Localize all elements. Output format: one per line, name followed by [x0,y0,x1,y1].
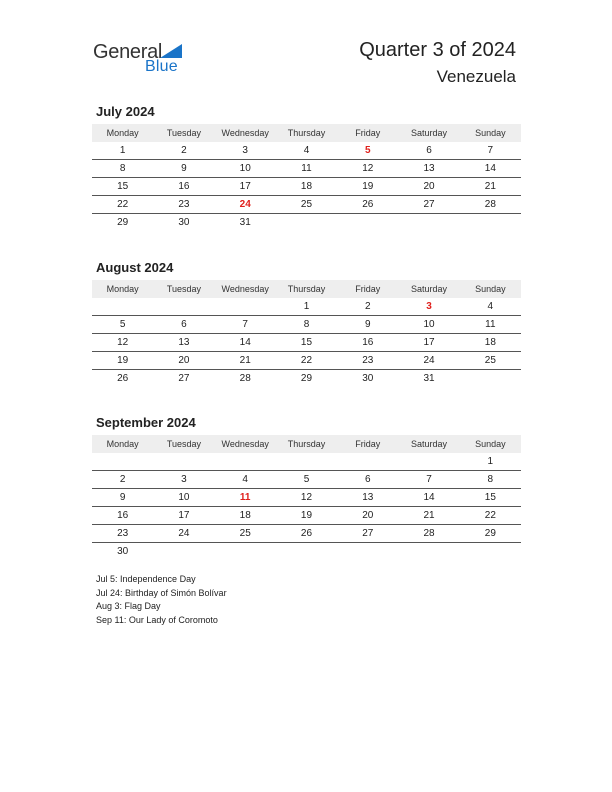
day-cell: 24 [178,528,190,539]
week-row [92,352,521,370]
day-cell: 10 [423,319,435,330]
day-cell: 4 [487,301,494,312]
day-cell: 25 [484,355,496,366]
day-cell: 22 [300,355,313,366]
day-cell: 14 [484,163,496,174]
weekday-label: Saturday [411,439,448,449]
day-cell: 9 [119,492,126,503]
logo-general-text: General [93,41,163,63]
week-row [92,160,521,178]
month-august [92,259,521,387]
generalblue-logo [93,41,193,81]
day-cell: 21 [239,355,251,366]
day-cell: 12 [362,163,374,174]
day-cell: 19 [300,510,313,521]
empty-day-cell [215,298,276,315]
weekday-label: Sunday [475,128,506,138]
weekday-label: Thursday [287,128,326,138]
day-cell: 1 [303,301,310,312]
day-cell: 24 [423,355,435,366]
day-cell: 4 [242,474,248,485]
day-cell: 15 [300,337,313,348]
day-cell: 11 [485,319,496,330]
holiday-note: Jul 5: Independence Day [96,574,196,584]
day-cell: 22 [117,199,129,210]
day-cell: 4 [303,145,310,156]
day-cell: 7 [242,319,248,330]
month-title: September 2024 [96,415,196,430]
day-cell: 6 [364,474,371,485]
day-cell: 18 [239,510,251,521]
day-cell: 12 [117,337,129,348]
month-september [92,414,521,560]
day-cell: 5 [119,319,126,330]
day-cell: 7 [487,145,494,156]
day-cell: 16 [178,181,190,192]
day-cell: 17 [239,181,251,192]
day-cell: 29 [484,528,496,539]
day-cell: 8 [119,163,126,174]
day-cell: 2 [181,145,187,156]
day-cell: 25 [300,199,313,210]
day-cell: 22 [484,510,496,521]
day-cell: 18 [484,337,496,348]
empty-day-cell [92,453,153,470]
month-july [92,103,521,231]
weekday-label: Wednesday [221,128,269,138]
day-cell: 20 [178,355,190,366]
week-row [92,370,521,387]
empty-day-cell [92,298,153,315]
day-cell: 10 [178,492,190,503]
empty-day-cell [398,453,459,470]
day-cell: 27 [423,199,435,210]
day-cell: 13 [423,163,435,174]
day-cell: 7 [426,474,432,485]
weekday-header-row [92,124,521,142]
week-row [92,525,521,543]
weekday-label: Wednesday [221,439,269,449]
day-cell: 23 [178,199,190,210]
day-cell: 27 [178,373,190,384]
empty-day-cell [153,298,214,315]
empty-day-cell [153,453,214,470]
empty-day-cell [460,543,521,560]
weekday-label: Thursday [287,439,326,449]
day-cell: 14 [423,492,435,503]
month-weeks [92,142,521,231]
week-row [92,196,521,214]
weekday-label: Sunday [475,439,506,449]
day-cell: 1 [487,456,494,467]
holiday-note: Jul 24: Birthday of Simón Bolívar [96,587,227,598]
empty-day-cell [276,543,337,560]
day-cell: 30 [117,546,129,557]
day-cell: 31 [239,217,251,228]
week-row [92,471,521,489]
weekday-label: Friday [355,284,381,294]
day-cell: 5 [303,474,310,485]
day-cell: 28 [484,199,496,210]
empty-day-cell [460,370,521,387]
week-row [92,316,521,334]
day-cell: 15 [117,181,129,192]
weekday-label: Thursday [287,284,326,294]
holiday-notes [96,573,227,627]
month-weeks [92,453,521,560]
holiday-note: Aug 3: Flag Day [96,601,161,611]
empty-day-cell [153,543,214,560]
week-row [92,334,521,352]
day-cell: 12 [300,492,313,503]
day-cell: 6 [181,319,187,330]
week-row [92,453,521,471]
weekday-label: Sunday [475,284,506,294]
day-cell: 31 [423,373,435,384]
day-cell: 10 [239,163,251,174]
weekday-label: Tuesday [166,439,202,449]
country-name: Venezuela [436,67,516,86]
day-cell: 21 [484,181,496,192]
day-cell: 21 [423,510,435,521]
day-cell: 5 [364,145,371,156]
day-cell: 23 [117,528,129,539]
day-cell: 30 [362,373,374,384]
day-cell: 23 [362,355,374,366]
day-cell: 16 [362,337,374,348]
week-row [92,178,521,196]
weekday-label: Monday [106,128,139,138]
weekday-label: Friday [355,128,381,138]
day-cell: 27 [362,528,374,539]
weekday-header-row [92,435,521,453]
day-cell: 11 [239,492,251,503]
page-title: Quarter 3 of 2024 [359,39,516,61]
day-cell: 24 [239,199,251,210]
week-row [92,214,521,231]
month-title: July 2024 [96,104,155,119]
day-cell: 2 [364,301,371,312]
day-cell: 8 [487,474,494,485]
empty-day-cell [460,214,521,231]
week-row [92,298,521,316]
weekday-label: Wednesday [221,284,269,294]
day-cell: 17 [178,510,190,521]
day-cell: 26 [117,373,129,384]
day-cell: 20 [423,181,435,192]
week-row [92,507,521,525]
day-cell: 16 [117,510,129,521]
empty-day-cell [398,214,459,231]
weekday-label: Saturday [411,284,448,294]
week-row [92,142,521,160]
week-row [92,489,521,507]
empty-day-cell [276,214,337,231]
day-cell: 29 [300,373,313,384]
day-cell: 13 [178,337,190,348]
weekday-label: Saturday [411,128,448,138]
holiday-note: Sep 11: Our Lady of Coromoto [96,614,218,625]
day-cell: 28 [423,528,435,539]
month-title: August 2024 [96,260,174,275]
day-cell: 14 [239,337,251,348]
weekday-label: Tuesday [166,128,202,138]
day-cell: 19 [362,181,374,192]
empty-day-cell [337,214,398,231]
empty-day-cell [276,453,337,470]
day-cell: 28 [239,373,251,384]
day-cell: 25 [239,528,251,539]
empty-day-cell [215,543,276,560]
day-cell: 26 [300,528,313,539]
day-cell: 20 [362,510,374,521]
day-cell: 6 [426,145,432,156]
weekday-label: Tuesday [166,284,202,294]
day-cell: 30 [178,217,190,228]
day-cell: 11 [301,163,312,174]
day-cell: 15 [484,492,496,503]
day-cell: 2 [119,474,126,485]
weekday-header-row [92,280,521,298]
day-cell: 29 [117,217,129,228]
week-row [92,543,521,560]
day-cell: 1 [119,145,126,156]
weekday-label: Monday [106,284,139,294]
day-cell: 3 [426,301,432,312]
day-cell: 3 [242,145,248,156]
day-cell: 19 [117,355,129,366]
day-cell: 13 [362,492,374,503]
empty-day-cell [337,453,398,470]
empty-day-cell [398,543,459,560]
logo-blue-text: Blue [145,58,178,75]
weekday-label: Friday [355,439,381,449]
logo-triangle-icon [160,44,182,58]
day-cell: 17 [423,337,435,348]
day-cell: 9 [181,163,187,174]
day-cell: 18 [300,181,313,192]
day-cell: 8 [303,319,310,330]
weekday-label: Monday [106,439,139,449]
empty-day-cell [337,543,398,560]
month-weeks [92,298,521,387]
empty-day-cell [215,453,276,470]
day-cell: 9 [364,319,371,330]
day-cell: 3 [181,474,187,485]
day-cell: 26 [362,199,374,210]
